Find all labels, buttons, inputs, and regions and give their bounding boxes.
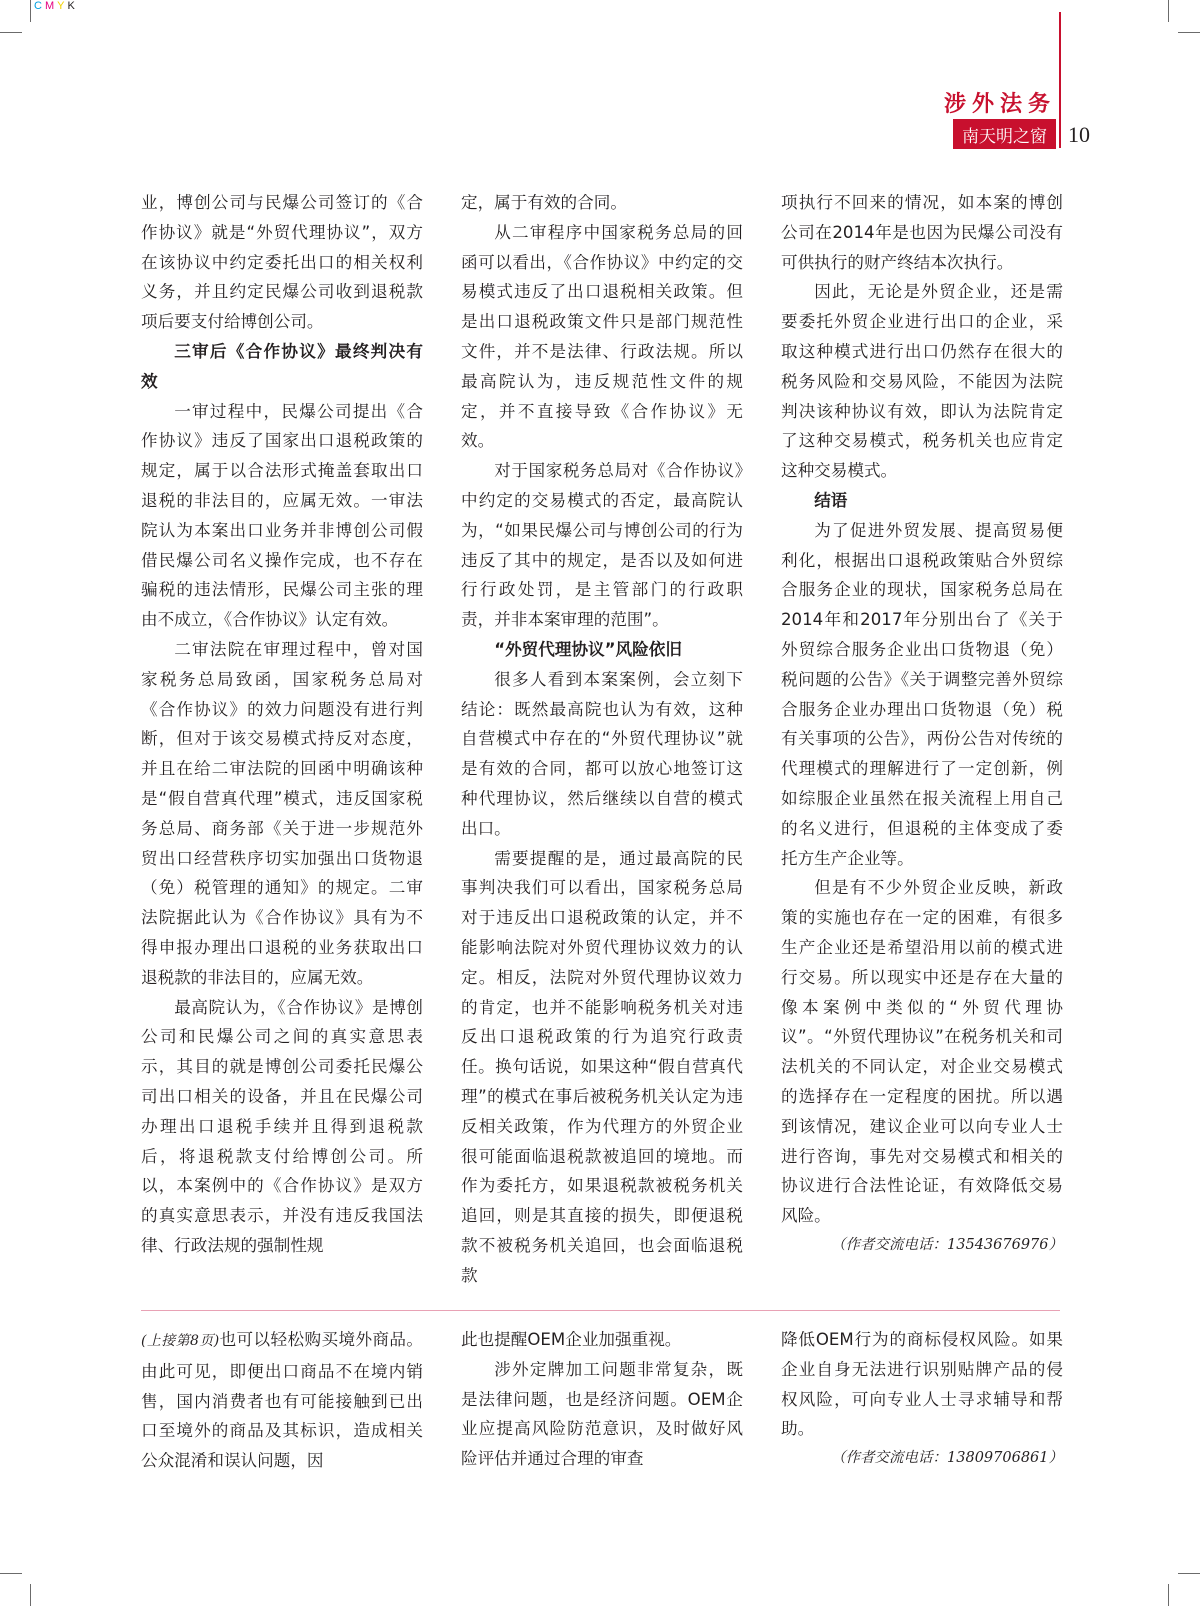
- continued-paragraph: [141, 1325, 423, 1476]
- continued-column-1: [141, 1325, 423, 1476]
- crop-mark: [1168, 1584, 1169, 1606]
- crop-mark: [1178, 32, 1200, 33]
- cmyk-c: C: [34, 0, 45, 12]
- author-contact: （作者交流电话：13809706861）: [831, 1450, 1063, 1467]
- paragraph: 从二审程序中国家税务总局的回函可以看出，《合作协议》中约定的交易模式违反了出口退税相关政策。但是出口退税政策文件只是部门规范性文件，并不是法律、行政法规。所以最高院认为，违反规范性文件的规定，并不直接导致《合作协议》无效。: [461, 222, 743, 451]
- author-contact: （作者交流电话：13543676976）: [831, 1236, 1063, 1253]
- paragraph: 最高院认为，《合作协议》是博创公司和民爆公司之间的真实意思表示，其目的就是博创公司委托民爆公司出口相关的设备，并且在民爆公司办理出口退税手续并且得到退税款后，将退税款支付给博创公司。所以，本案例中的《合作协议》是双方的真实意思表示，并没有违反我国法律、行政法规的强制性规: [141, 997, 423, 1255]
- crop-mark: [0, 1573, 22, 1574]
- article-column-2: [461, 188, 743, 1290]
- article-column-3: [781, 188, 1063, 1261]
- paragraph: 因此，无论是外贸企业，还是需要委托外贸企业进行出口的企业，采取这种模式进行出口仍然存在很大的税务风险和交易风险，不能因为法院判决该种协议有效，即认为法院肯定了这种交易模式，税务机关也应肯定这种交易模式。: [781, 282, 1063, 481]
- section-heading: 三审后《合作协议》最终判决有效: [141, 341, 423, 391]
- article-column-1: [141, 188, 423, 1261]
- crop-mark: [30, 1584, 31, 1606]
- continued-column-2: [461, 1325, 743, 1474]
- registration-label: [34, 0, 78, 12]
- section-heading: “外贸代理协议”风险依旧: [494, 639, 682, 659]
- column-name-badge: 南天明之窗: [953, 119, 1056, 149]
- paragraph: 很多人看到本案案例，会立刻下结论：既然最高院也认为有效，这种自营模式中存在的“外贸代理协议”就是有效的合同，都可以放心地签订这种代理协议，然后继续以自营的模式出口。: [461, 669, 743, 838]
- paragraph: 项执行不回来的情况，如本案的博创公司在2014年是也因为民爆公司没有可供执行的财产终结本次执行。: [781, 193, 1063, 272]
- paragraph: 定，属于有效的合同。: [461, 193, 627, 212]
- paragraph: 涉外定牌加工问题非常复杂，既是法律问题，也是经济问题。OEM企业应提高风险防范意识，及时做好风险评估并通过合理的审查: [461, 1359, 743, 1469]
- continued-text: 也可以轻松购买境外商品。由此可见，即便出口商品不在境内销售，国内消费者也有可能接触到已出口至境外的商品及其标识，造成相关公众混淆和误认问题，因: [141, 1330, 423, 1471]
- paragraph: 此也提醒OEM企业加强重视。: [461, 1330, 682, 1349]
- paragraph: 为了促进外贸发展、提高贸易便利化，根据出口退税政策贴合外贸综合服务企业的现状，国家税务总局在2014年和2017年分别出台了《关于外贸综合服务企业出口货物退（免）税问题的公告》《关于调整完善外贸综合服务企业办理出口货物退（免）税有关事项的公告》，两份公告对传统的代理模式的理解进行了一定创新，例如综服企业虽然在报关流程上用自己的名义进行，但退税的主体变成了委托方生产企业等。: [781, 520, 1063, 868]
- crop-mark: [0, 32, 22, 33]
- section-heading: 结语: [814, 490, 848, 510]
- paragraph: 一审过程中，民爆公司提出《合作协议》违反了国家出口退税政策的规定，属于以合法形式掩盖套取出口退税的非法目的，应属无效。一审法院认为本案出口业务并非博创公司假借民爆公司名义操作完成，也不存在骗税的违法情形，民爆公司主张的理由不成立，《合作协议》认定有效。: [141, 401, 423, 630]
- crop-mark: [30, 0, 31, 22]
- paragraph: 但是有不少外贸企业反映，新政策的实施也存在一定的困难，有很多生产企业还是希望沿用以前的模式进行交易。所以现实中还是存在大量的像本案例中类似的“外贸代理协议”。“外贸代理协议”在税务机关和司法机关的不同认定，对企业交易模式的选择存在一定程度的困扰。所以遇到该情况，建议企业可以向专业人士进行咨询，事先对交易模式和相关的协议进行合法性论证，有效降低交易风险。: [781, 878, 1063, 1226]
- paragraph: 对于国家税务总局对《合作协议》中约定的交易模式的否定，最高院认为，“如果民爆公司与博创公司的行为违反了其中的规定，是否以及如何进行行政处罚，是主管部门的行政职责，并非本案审理的范围”。: [461, 461, 743, 630]
- page-number: 10: [1068, 122, 1090, 147]
- paragraph: 降低OEM行为的商标侵权风险。如果企业自身无法进行识别贴牌产品的侵权风险，可向专业人士寻求辅导和帮助。: [781, 1330, 1063, 1439]
- section-label: 涉外法务: [943, 92, 1056, 117]
- jump-note: (上接第8页): [141, 1333, 220, 1349]
- section-divider: [141, 1310, 1060, 1311]
- header-vertical-rule: [1059, 12, 1061, 148]
- cmyk-y: Y: [57, 0, 68, 12]
- continued-column-3: [781, 1325, 1063, 1474]
- paragraph: 二审法院在审理过程中，曾对国家税务总局致函，国家税务总局对《合作协议》的效力问题没有进行判断，但对于该交易模式持反对态度，并且在给二审法院的回函中明确该种是“假自营真代理”模式，违反国家税务总局、商务部《关于进一步规范外贸出口经营秩序切实加强出口货物退（免）税管理的通知》的规定。二审法院据此认为《合作协议》具有为不得申报办理出口退税的业务获取出口退税款的非法目的，应属无效。: [141, 639, 423, 987]
- crop-mark: [1178, 1573, 1200, 1574]
- crop-mark: [1168, 0, 1169, 22]
- cmyk-m: M: [44, 0, 58, 12]
- paragraph: 业，博创公司与民爆公司签订的《合作协议》就是“外贸代理协议”，双方在该协议中约定委托出口的相关权利义务，并且约定民爆公司收到退税款项后要支付给博创公司。: [141, 193, 423, 332]
- cmyk-k: K: [67, 0, 78, 12]
- paragraph: 需要提醒的是，通过最高院的民事判决我们可以看出，国家税务总局对于违反出口退税政策的认定，并不能影响法院对外贸代理协议效力的认定。相反，法院对外贸代理协议效力的肯定，也并不能影响税务机关对违反出口退税政策的行为追究行政责任。换句话说，如果这种“假自营真代理”的模式在事后被税务机关认定为违反相关政策，作为代理方的外贸企业很可能面临退税款被追回的境地。而作为委托方，如果退税款被税务机关追回，则是其直接的损失，即便退税款不被税务机关追回，也会面临退税款: [461, 848, 743, 1285]
